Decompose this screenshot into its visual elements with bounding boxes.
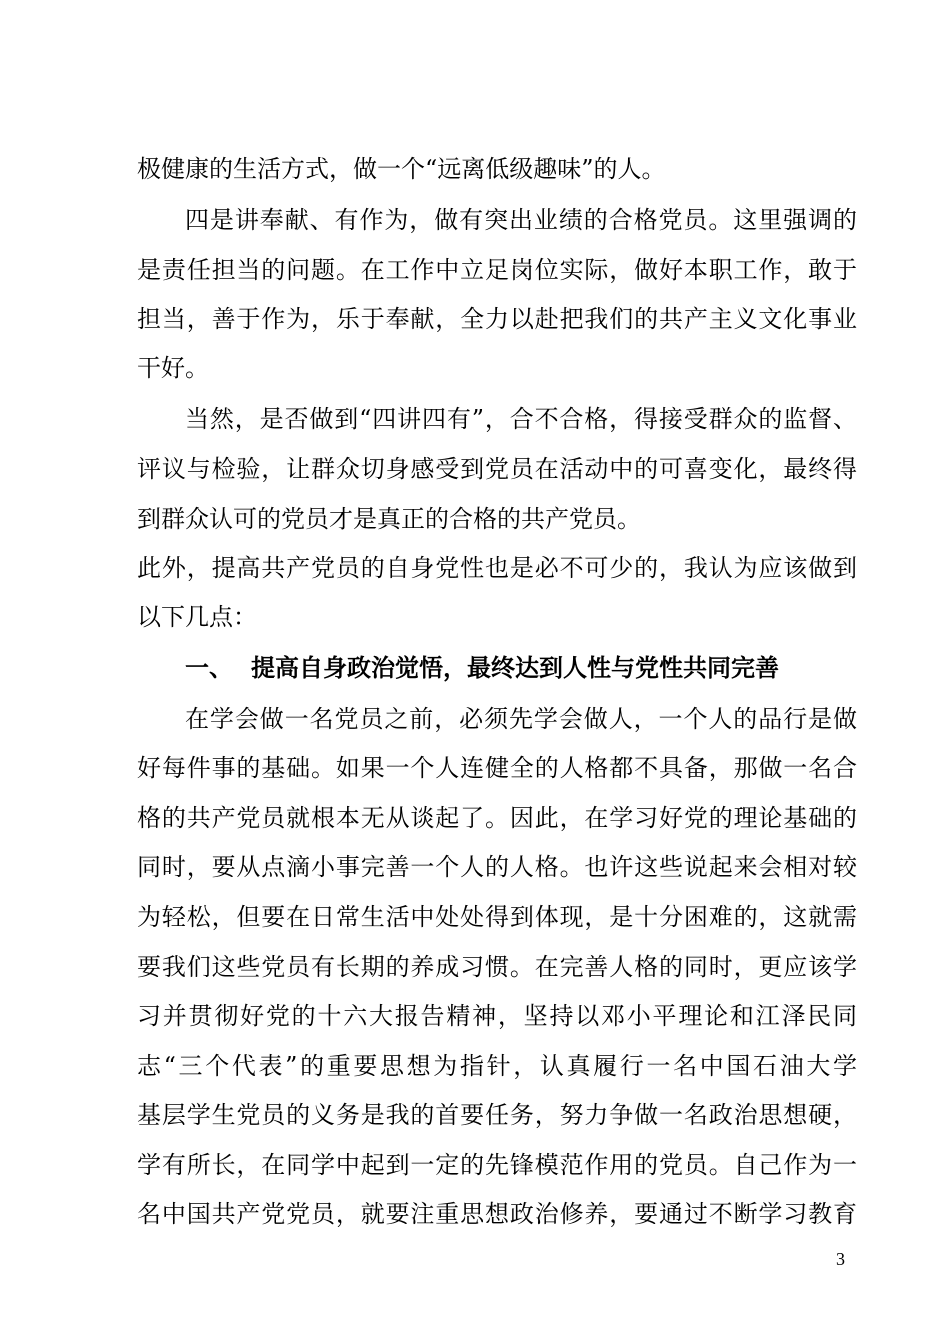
text-line: 学有所长，在同学中起到一定的先锋模范作用的党员。自己作为一	[137, 1151, 857, 1179]
text-line: 基层学生党员的义务是我的首要任务，努力争做一名政治思想硬，	[137, 1101, 857, 1129]
section-heading	[185, 652, 857, 684]
text-line: 在学会做一名党员之前，必须先学会做人，一个人的品行是做	[185, 705, 857, 733]
text-line: 是责任担当的问题。在工作中立足岗位实际，做好本职工作，敢于	[137, 256, 857, 284]
text-line: 志“三个代表”的重要思想为指针，认真履行一名中国石油大学	[137, 1052, 857, 1080]
text-line: 极健康的生活方式，做一个“远离低级趣味”的人。	[137, 155, 666, 183]
text-line: 评议与检验，让群众切身感受到党员在活动中的可喜变化，最终得	[137, 455, 857, 483]
text-line: 格的共产党员就根本无从谈起了。因此，在学习好党的理论基础的	[137, 804, 857, 832]
text-line: 到群众认可的党员才是真正的合格的共产党员。	[137, 505, 641, 533]
text-line: 同时，要从点滴小事完善一个人的人格。也许这些说起来会相对较	[137, 853, 857, 881]
text-line: 为轻松，但要在日常生活中处处得到体现，是十分困难的，这就需	[137, 903, 857, 931]
text-line: 当然，是否做到“四讲四有”，合不合格，得接受群众的监督、	[185, 405, 857, 433]
text-line: 担当，善于作为，乐于奉献，全力以赴把我们的共产主义文化事业	[137, 305, 857, 333]
text-line: 四是讲奉献、有作为，做有突出业绩的合格党员。这里强调的	[185, 206, 857, 234]
text-line: 习并贯彻好党的十六大报告精神，坚持以邓小平理论和江泽民同	[137, 1002, 857, 1030]
text-line: 以下几点：	[137, 603, 257, 631]
text-line: 好每件事的基础。如果一个人连健全的人格都不具备，那做一名合	[137, 754, 857, 782]
text-line: 干好。	[137, 354, 209, 382]
section-heading-number: 一、	[185, 654, 233, 682]
section-heading-text: 提高自身政治觉悟，最终达到人性与党性共同完善	[251, 654, 779, 682]
text-line: 此外，提高共产党员的自身党性也是必不可少的，我认为应该做到	[137, 554, 857, 582]
text-line: 名中国共产党党员，就要注重思想政治修养，要通过不断学习教育	[137, 1200, 857, 1228]
page-number: 3	[836, 1249, 845, 1269]
text-line: 要我们这些党员有长期的养成习惯。在完善人格的同时，更应该学	[137, 953, 857, 981]
